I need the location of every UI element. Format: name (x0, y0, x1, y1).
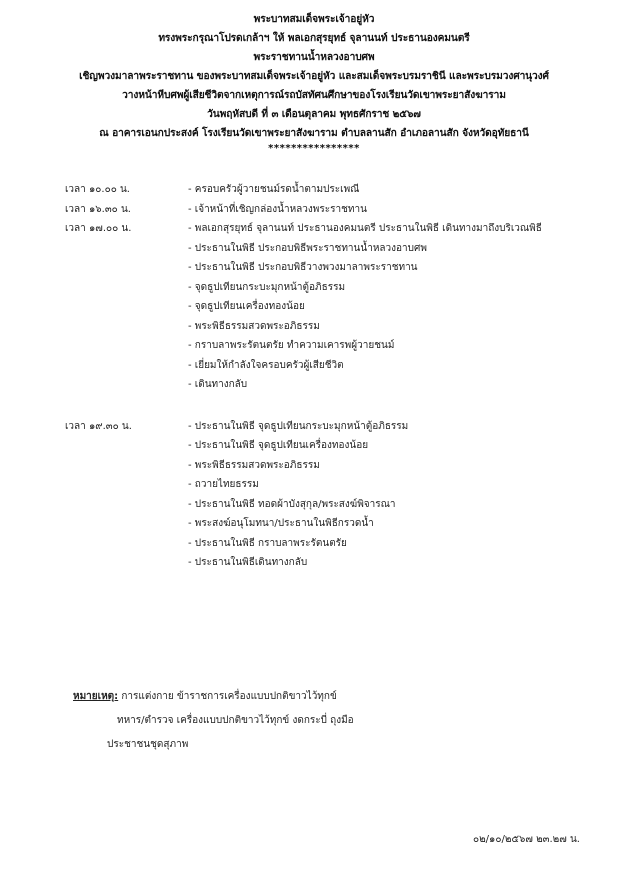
schedule-row (65, 239, 605, 259)
header-line-venue: ณ อาคารเอนกประสงค์ โรงเรียนวัดเขาพระยาสังฆาราม ตำบลลานสัก อำเภอลานสัก จังหวัดอุทัยธานี (99, 128, 529, 139)
schedule-item: - พลเอกสุรยุทธ์ จุลานนท์ ประธานองคมนตรี ประธานในพิธี เดินทางมาถึงบริเวณพิธี (188, 223, 542, 234)
schedule-row (65, 553, 605, 573)
schedule-time: เวลา ๑๗.๐๐ น. (65, 223, 132, 234)
schedule-row (65, 297, 605, 317)
schedule-item: - พระพิธีธรรมสวดพระอภิธรรม (188, 320, 320, 332)
schedule-group-1930 (65, 417, 605, 573)
schedule-row (65, 534, 605, 554)
schedule-item: - จุดธูปเทียนกระบะมุกหน้าตู้อภิธรรม (188, 281, 346, 293)
remark-label: หมายเหตุ: (73, 691, 119, 702)
remark-text-civil-servants: การแต่งกาย ข้าราชการเครื่องแบบปกติขาวไว้ทุกข์ (121, 691, 337, 702)
schedule-row (65, 336, 605, 356)
remark-line-public: ประชาชนชุดสุภาพ (107, 739, 189, 750)
schedule-row (65, 180, 605, 200)
remark-line-dress-code (73, 685, 553, 709)
schedule-item: - ถวายไทยธรรม (188, 479, 259, 490)
schedule-item: - ประธานในพิธี กราบลาพระรัตนตรัย (188, 537, 347, 549)
schedule-item: - ประธานในพิธี ประกอบพิธีวางพวงมาลาพระราชทาน (188, 262, 418, 273)
schedule-row (65, 219, 605, 239)
schedule-item: - กราบลาพระรัตนตรัย ทำความเคารพผู้วายชนม์ (188, 340, 395, 351)
header-line-king: พระบาทสมเด็จพระเจ้าอยู่หัว (253, 14, 375, 25)
schedule-row (65, 356, 605, 376)
header-line-date: วันพฤหัสบดี ที่ ๓ เดือนตุลาคม พุทธศักราช ๒๕๖๗ (207, 109, 421, 120)
schedule-item: - เดินทางกลับ (188, 379, 248, 390)
schedule-item: - ประธานในพิธี ประกอบพิธีพระราชทานน้ำหลวงอาบศพ (188, 242, 427, 254)
schedule-item: - ประธานในพิธี จุดธูปเทียนกระบะมุกหน้าตู้อภิธรรม (188, 420, 409, 432)
schedule-row (65, 436, 605, 456)
schedule-row (65, 375, 605, 395)
header-line-bathing-water: พระราชทานน้ำหลวงอาบศพ (253, 52, 375, 63)
schedule-row (65, 317, 605, 337)
schedule-item: - เยี่ยมให้กำลังใจครอบครัวผู้เสียชีวิต (188, 359, 344, 371)
remark-section (73, 685, 553, 757)
schedule-item: - จุดธูปเทียนเครื่องทองน้อย (188, 301, 305, 312)
schedule-row (65, 417, 605, 437)
schedule-item: - เจ้าหน้าที่เชิญกล่องน้ำหลวงพระราชทาน (188, 203, 367, 215)
schedule-item: - พระพิธีธรรมสวดพระอภิธรรม (188, 459, 320, 471)
schedule-row (65, 514, 605, 534)
header-line-wreath: เชิญพวงมาลาพระราชทาน ของพระบาทสมเด็จพระเจ้าอยู่หัว และสมเด็จพระบรมราชินี และพระบรมวงศานุวงศ์ (79, 71, 549, 82)
schedule-row (65, 258, 605, 278)
schedule-row (65, 200, 605, 220)
schedule-item: - ประธานในพิธีเดินทางกลับ (188, 557, 308, 568)
document-header (0, 10, 628, 155)
schedule-group-1700 (65, 219, 605, 395)
schedule-row (65, 475, 605, 495)
schedule-time: เวลา ๑๙.๓๐ น. (65, 420, 132, 432)
remark-line-military-police: ทหาร/ตำรวจ เครื่องแบบปกติขาวไว้ทุกข์ งดกระบี่ ถุงมือ (117, 715, 354, 726)
schedule-group-1630 (65, 200, 605, 220)
schedule-item: - ประธานในพิธี จุดธูปเทียนเครื่องทองน้อย (188, 440, 369, 451)
schedule-group-1000 (65, 180, 605, 200)
schedule-row (65, 278, 605, 298)
schedule-row (65, 495, 605, 515)
document-timestamp: ๐๒/๑๐/๒๕๖๗ ๒๓.๒๗ น. (472, 834, 580, 845)
schedule-item: - พระสงฆ์อนุโมทนา/ประธานในพิธีกรวดน้ำ (188, 518, 374, 529)
schedule-item: - ประธานในพิธี ทอดผ้าบังสุกุล/พระสงฆ์พิจารณา (188, 498, 396, 510)
schedule-time: เวลา ๑๐.๐๐ น. (65, 184, 130, 195)
schedule-time: เวลา ๑๖.๓๐ น. (65, 203, 131, 215)
schedule-item: - ครอบครัวผู้วายชนม์รดน้ำตามประเพณี (188, 184, 360, 195)
schedule (65, 180, 605, 573)
header-line-royal-command: ทรงพระกรุณาโปรดเกล้าฯ ให้ พลเอกสุรยุทธ์ จุลานนท์ ประธานองคมนตรี (158, 33, 470, 44)
header-separator-stars: **************** (268, 143, 360, 154)
schedule-row (65, 456, 605, 476)
header-line-coffin: วางหน้าหีบศพผู้เสียชีวิตจากเหตุการณ์รถบัสทัศนศึกษาของโรงเรียนวัดเขาพระยาสังฆาราม (122, 90, 506, 101)
